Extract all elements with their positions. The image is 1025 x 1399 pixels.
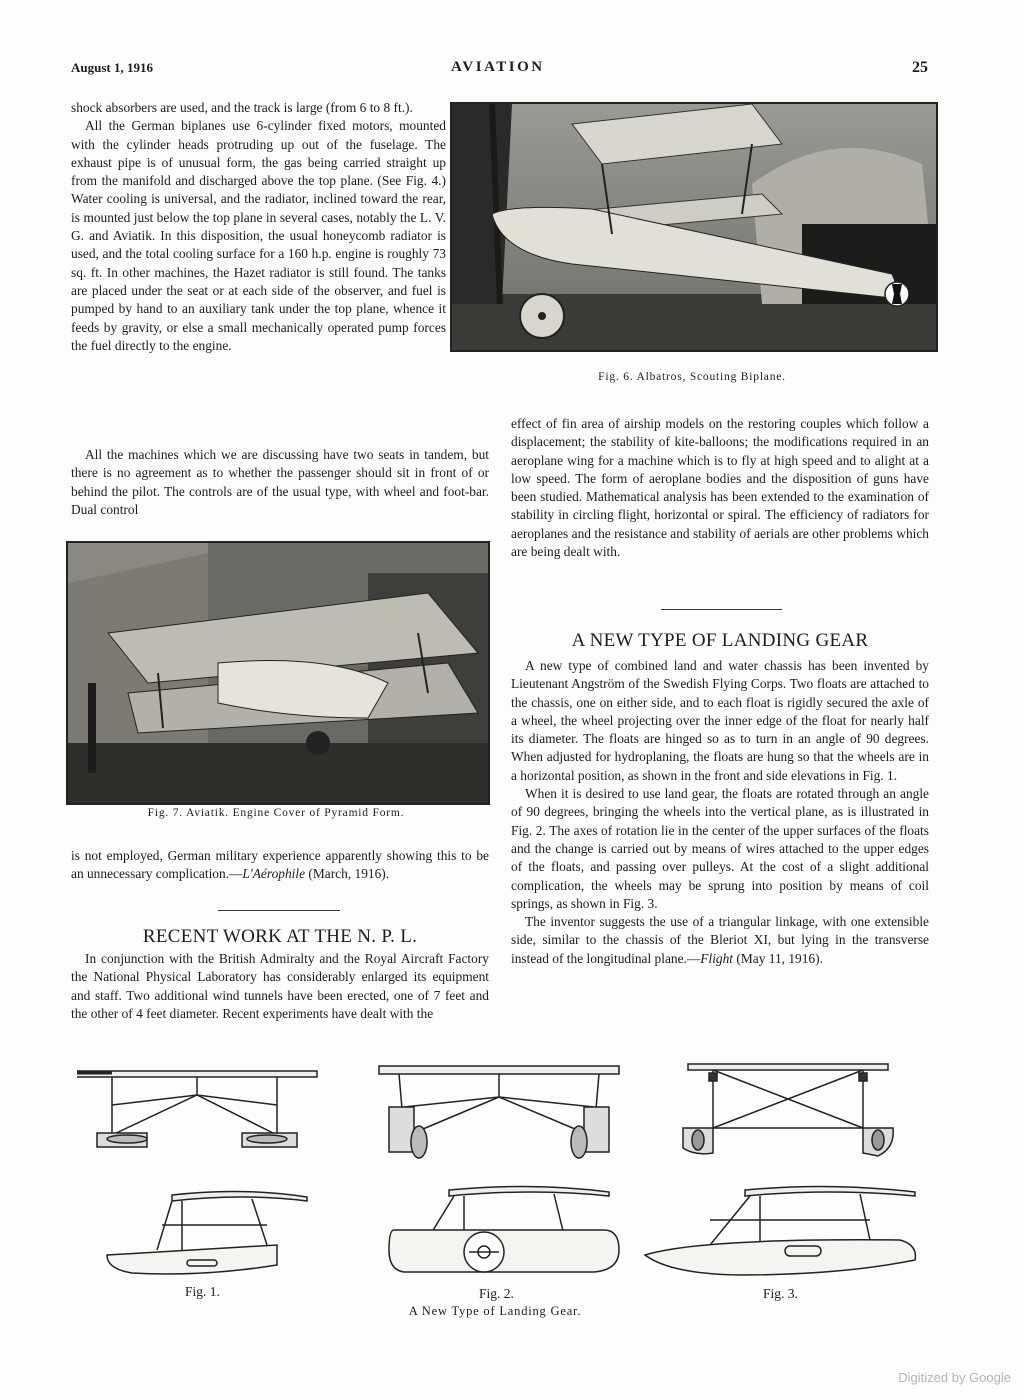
aviatik-photo [66, 541, 490, 805]
fig2-label: Fig. 2. [479, 1286, 514, 1301]
paragraph: In conjunction with the British Admiralty and the Royal Aircraft Factory the National Physical Laboratory has considerably enlarged its equipment and staff. Two additional wind tunnels have been erected, one of 7 feet and the other of 4 feet diameter. Recent experiments have dealt with the [71, 951, 489, 1021]
fig1-label: Fig. 1. [185, 1284, 220, 1299]
digitized-watermark: Digitized by Google [898, 1370, 1011, 1385]
npl-text [71, 950, 489, 1023]
section-divider [218, 910, 340, 911]
albatros-photo [450, 102, 938, 352]
fig6-caption: Fig. 6. Albatros, Scouting Biplane. [598, 371, 786, 383]
landing-gear-figure-caption: A New Type of Landing Gear. [408, 1304, 582, 1318]
right-continuation-text [511, 415, 929, 561]
fig7-caption: Fig. 7. Aviatik. Engine Cover of Pyramid Form. [147, 807, 405, 819]
fig2-front-drawing [374, 1062, 624, 1162]
page-number: 25 [912, 59, 928, 76]
paragraph: A new type of combined land and water chassis has been invented by Lieutenant Angström of the Swedish Flying Corps. Two floats are attached to the chassis, one on either side, and to each float is rigidly secured the axle of a wheel, the wheel projecting over the inner edge of the float for nearly half its diameter. The floats are hinged so as to turn in an angle of 90 degrees. When adjusted for hydroplaning, the floats are hung so that the wheels are in a horizontal position, as shown in the front and side elevations in Fig. 1. [511, 658, 929, 783]
left-seats-text [71, 446, 489, 519]
issue-date: August 1, 1916 [71, 60, 153, 75]
left-top-text [71, 99, 446, 355]
source-name: Flight [700, 950, 734, 966]
paragraph: When it is desired to use land gear, the floats are rotated through an angle of 90 degrees, bringing the wheels into the vertical plane, as is illustrated in Fig. 2. The axes of rotation lie in the center of the upper surfaces of the floats and the change is carried out by means of wires attached to the upper edges of the floats, and passing over pulleys. At the cost of a slight additional complication, the wheels may be sprung into position by means of coil springs, as shown in Fig. 3. [511, 786, 929, 911]
fig2-side-drawing [384, 1180, 624, 1280]
paragraph: All the German biplanes use 6-cylinder fixed motors, mounted with the cylinder heads protruding up out of the fuselage. The exhaust pipe is of unusual form, the gas being carried straight up from the manifold and discharged above the top plane. (See Fig. 4.) Water cooling is universal, and the radiator, inclined toward the rear, is mounted just below the top plane in several cases, notably the L. V. G. and Aviatik. In this disposition, the usual honeycomb radiator is used, and the total cooling surface for a 160 h.p. engine is roughly 73 sq. ft. In other machines, the Hazet radiator is still found. The tanks are placed under the seat or at each side of the observer, and fuel is pumped by hand to an auxiliary tank under the top plane, whence it feeds by gravity, or else a small mechanically operated pump forces the fuel directly to the engine. [71, 118, 446, 353]
paragraph: is not employed, German military experience apparently showing this to be an unnecessary complication.—L'Aérophile (March, 1916). [71, 848, 489, 882]
paragraph: The inventor suggests the use of a triangular linkage, with one extensible side, similar to the chassis of the Bleriot XI, but lying in the transverse instead of the longitudinal plane.—Flight (May 11, 1916). [511, 914, 929, 966]
paragraph: All the machines which we are discussing have two seats in tandem, but there is no agreement as to whether the passenger should sit in front of or behind the pilot. The controls are of the usual type, with wheel and foot-bar. Dual control [71, 447, 489, 517]
left-continuation-text [71, 847, 489, 884]
npl-headline: RECENT WORK AT THE N. P. L. [142, 926, 418, 947]
fig1-front-drawing [72, 1065, 322, 1155]
fig3-front-drawing [673, 1058, 903, 1158]
paragraph: effect of fin area of airship models on the restoring couples which follow a displacement; the stability of kite-balloons; the modifications required in an aeroplane wing for a machine which is to fly at high speed and to alight at a low speed. The form of aeroplane bodies and the disposition of guns have been studied. Mathematical analysis has been extended to the examination of stability in circling flight, horizontal or spiral. The efficiency of radiators for aeroplanes and the resistance and stability of aerials are other problems which are being dealt with. [511, 416, 929, 560]
landing-gear-text [511, 657, 929, 968]
fig1-side-drawing [102, 1185, 312, 1285]
fig3-side-drawing [640, 1180, 920, 1280]
source-name: L'Aérophile [242, 866, 306, 882]
fig3-label: Fig. 3. [763, 1286, 798, 1301]
journal-title: AVIATION [451, 59, 545, 75]
paragraph: shock absorbers are used, and the track is large (from 6 to 8 ft.). [71, 100, 413, 115]
section-divider [661, 609, 782, 610]
landing-gear-headline: A NEW TYPE OF LANDING GEAR [571, 630, 869, 651]
